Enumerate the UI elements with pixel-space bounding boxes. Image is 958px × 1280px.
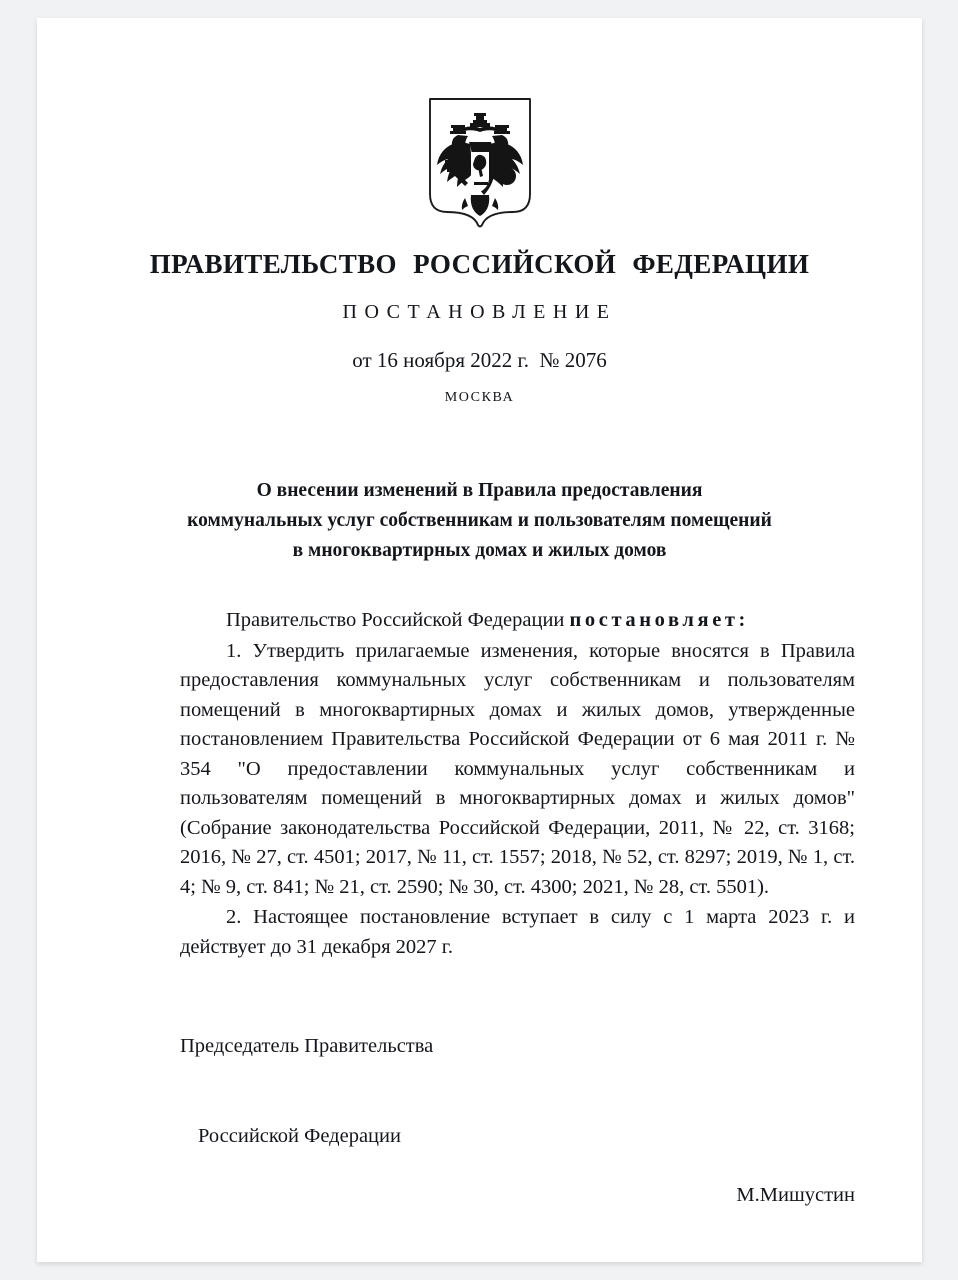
signature-block (180, 973, 855, 1211)
organization-title: ПРАВИТЕЛЬСТВО РОССИЙСКОЙ ФЕДЕРАЦИИ (149, 249, 810, 279)
document-header (37, 248, 922, 406)
document-type: ПОСТАНОВЛЕНИЕ (342, 301, 617, 324)
document-date-number: от 16 ноября 2022 г. № 2076 (352, 348, 607, 373)
coat-of-arms-emblem (37, 94, 922, 229)
signatory-title (180, 973, 433, 1211)
subject-line-3: в многоквартирных домах и жилых домов (292, 540, 667, 562)
preamble-lead: Правительство Российской Федерации (226, 609, 570, 631)
document-body (180, 606, 855, 962)
document-page (37, 18, 922, 1262)
signatory-title-line-2: Российской Федерации (198, 1124, 401, 1147)
decrees-keyword: постановляет: (569, 609, 749, 631)
signatory-title-line-1: Председатель Правительства (180, 1035, 434, 1058)
preamble-paragraph (180, 606, 855, 636)
subject-line-1: О внесении изменений в Правила предоставления (256, 480, 703, 501)
clause-paragraph-2: 2. Настоящее постановление вступает в силу с 1 марта 2023 г. и действует до 31 декабря 2027 г. (180, 906, 855, 958)
document-city: МОСКВА (444, 390, 515, 406)
subject-line-2: коммунальных услуг собственникам и пользователям помещений (187, 510, 772, 532)
signatory-name: М.Мишустин (736, 1184, 855, 1207)
clause-paragraph-1: 1. Утвердить прилагаемые изменения, которые вносятся в Правила предоставления коммунальных услуг собственникам и пользователям помещений в многоквартирных домах и жилых домов, утвержденные постановлением Правительства Российской Федерации от 6 мая 2011 г. № 354 "О предоставлении коммунальных услуг собственникам и пользователям помещений в многоквартирных домах и жилых домов" (Собрание законодательства Российской Федерации, 2011, № 22, ст. 3168; 2016, № 27, ст. 4501; 2017, № 11, ст. 1557; 2018, № 52, ст. 8297; 2019, № 1, ст. 4; № 9, ст. 841; № 21, ст. 2590; № 30, ст. 4300; 2021, № 28, ст. 5501). (180, 639, 855, 898)
document-subject-title (157, 476, 802, 567)
